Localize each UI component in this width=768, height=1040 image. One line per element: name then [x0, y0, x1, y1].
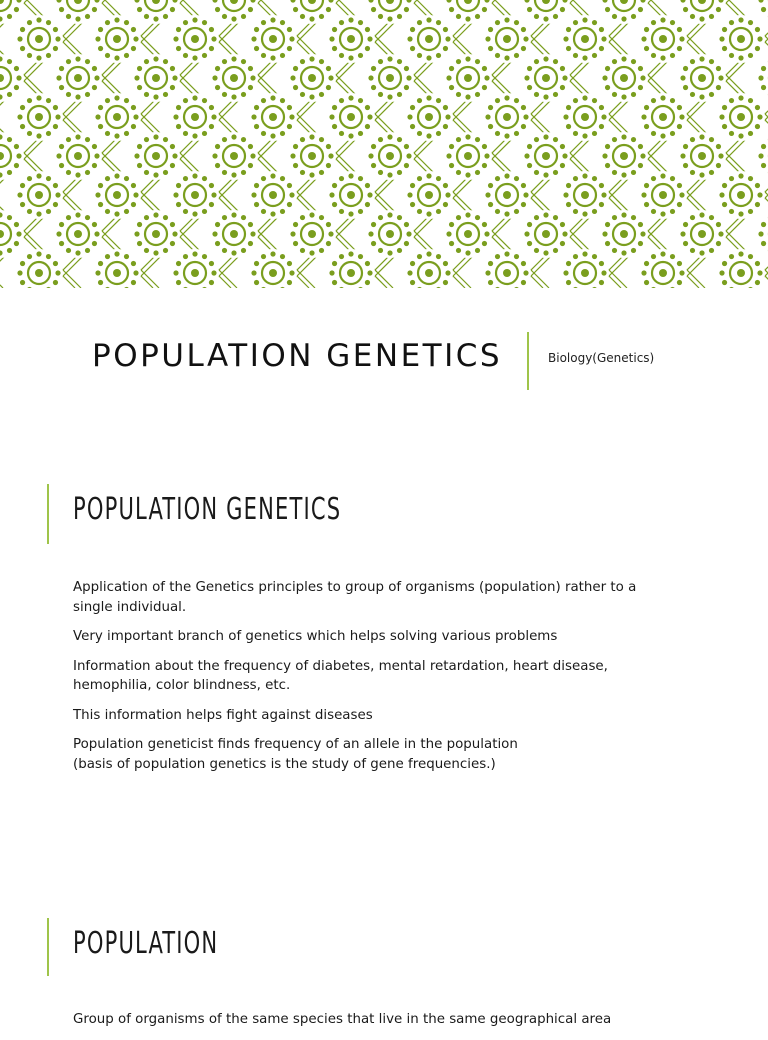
title-divider [527, 332, 529, 390]
slide-population [0, 918, 768, 1024]
section-heading: POPULATION GENETICS [73, 492, 341, 527]
list-item: Application of the Genetics principles to group of organisms (population) rather to a single individual. [73, 578, 673, 617]
section-heading: POPULATION [73, 926, 218, 961]
list-item: This information helps fight against diseases [73, 706, 673, 726]
heading-accent-bar [47, 484, 49, 544]
pattern-graphic [0, 0, 768, 288]
list-item: Information about the frequency of diabetes, mental retardation, heart disease, hemophilia, color blindness, etc. [73, 657, 673, 696]
heading-accent-bar [47, 918, 49, 976]
slide-population-genetics [0, 484, 768, 804]
page-subtitle: Biology(Genetics) [548, 351, 654, 365]
page-title: POPULATION GENETICS [92, 338, 502, 374]
list-item: Group of organisms of the same species that live in the same geographical area [73, 1010, 673, 1030]
bullet-list [73, 1010, 673, 1040]
title-slide [0, 288, 768, 448]
decorative-pattern-banner [0, 0, 768, 288]
list-item: Population geneticist finds frequency of an allele in the population (basis of population genetics is the study of gene frequencies.) [73, 735, 673, 774]
bullet-list [73, 578, 673, 784]
list-item: Very important branch of genetics which helps solving various problems [73, 627, 673, 647]
